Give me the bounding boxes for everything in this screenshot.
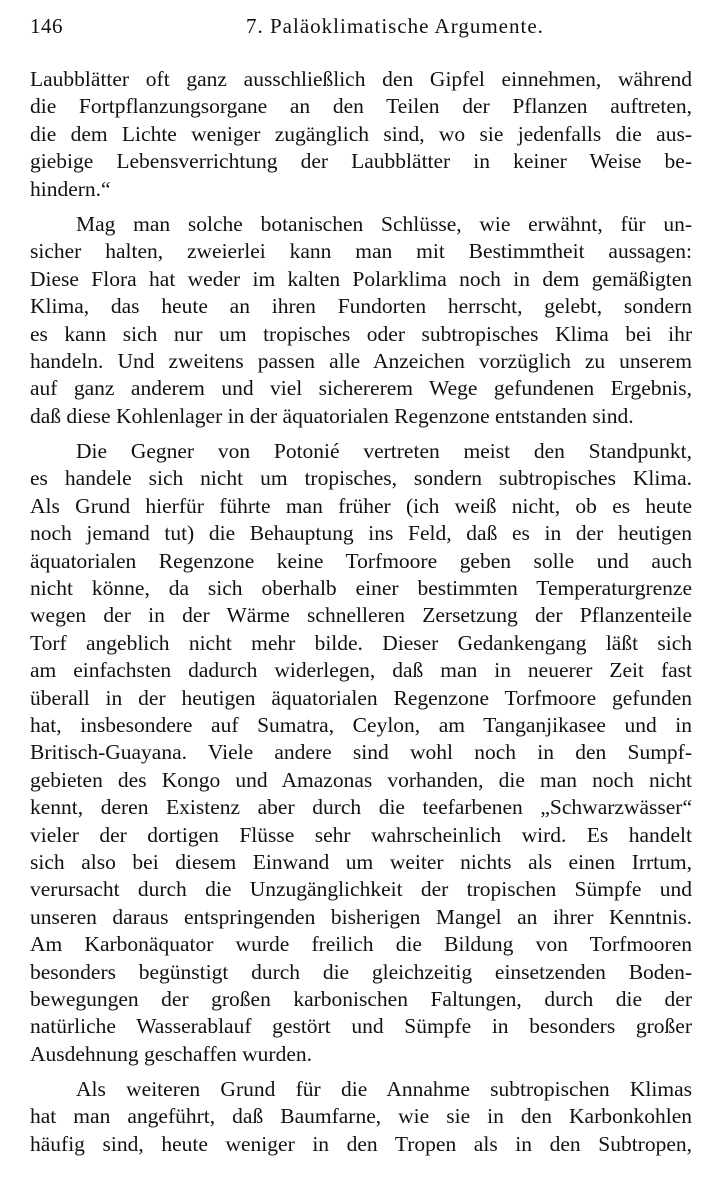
text-line: vieler der dortigen Flüsse sehr wahrscheinlich wird. Es handelt <box>30 822 692 847</box>
text-line: Ausdehnung geschaffen wurden. <box>30 1041 313 1066</box>
text-line: noch jemand tut) die Behauptung ins Feld, daß es in der heutigen <box>30 521 692 546</box>
text-line: daß diese Kohlenlager in der äquatorialen Regenzone entstanden sind. <box>30 403 634 428</box>
text-line: besonders begünstigt durch die gleichzeitig einsetzenden Boden- <box>30 959 692 984</box>
text-line: Als weiteren Grund für die Annahme subtropischen Klimas <box>76 1077 692 1102</box>
text-line: überall in der heutigen äquatorialen Regenzone Torfmoore gefunden <box>30 685 692 710</box>
text-line: giebige Lebensverrichtung der Laubblätter in keiner Weise be- <box>30 149 692 174</box>
text-line: hindern.“ <box>30 176 111 201</box>
text-line: Mag man solche botanischen Schlüsse, wie erwähnt, für un- <box>76 211 692 236</box>
text-line: äquatorialen Regenzone keine Torfmoore geben solle und auch <box>30 548 692 573</box>
text-line: handeln. Und zweitens passen alle Anzeichen vorzüglich zu unserem <box>30 348 692 373</box>
text-line: kennt, deren Existenz aber durch die teefarbenen „Schwarzwässer“ <box>30 795 692 820</box>
text-line: die dem Lichte weniger zugänglich sind, wo sie jedenfalls die aus- <box>30 121 692 146</box>
paragraph-gap <box>30 1068 692 1076</box>
text-line: sicher halten, zweierlei kann man mit Bestimmtheit aussagen: <box>30 239 692 264</box>
text-line: wegen der in der Wärme schnelleren Zersetzung der Pflanzenteile <box>30 603 692 628</box>
text-line: gebieten des Kongo und Amazonas vorhanden, die man noch nicht <box>30 767 692 792</box>
paragraph <box>30 438 692 1068</box>
text-line: verursacht durch die Unzugänglichkeit der tropischen Sümpfe und <box>30 877 692 902</box>
paragraph <box>30 66 692 203</box>
text-line: Die Gegner von Potonié vertreten meist den Standpunkt, <box>76 439 692 464</box>
text-line: die Fortpflanzungsorgane an den Teilen der Pflanzen auftreten, <box>30 94 692 119</box>
paragraph <box>30 1076 692 1158</box>
paragraph <box>30 211 692 430</box>
text-line: Diese Flora hat weder im kalten Polarklima noch in dem gemäßigten <box>30 266 692 291</box>
running-title: 7. Paläoklimatische Argumente. <box>246 14 544 38</box>
text-line: am einfachsten dadurch widerlegen, daß man in neuerer Zeit fast <box>30 658 692 683</box>
text-line: auf ganz anderem und viel sichererem Wege gefundenen Ergebnis, <box>30 376 692 401</box>
text-line: Klima, das heute an ihren Fundorten herrscht, gelebt, sondern <box>30 294 692 319</box>
text-line: nicht könne, da sich oberhalb einer bestimmten Temperaturgrenze <box>30 576 692 601</box>
text-line: hat man angeführt, daß Baumfarne, wie sie in den Karbonkohlen <box>30 1104 692 1129</box>
text-line: sich also bei diesem Einwand um weiter nichts als einen Irrtum, <box>30 849 692 874</box>
text-line: hat, insbesondere auf Sumatra, Ceylon, am Tanganjikasee und in <box>30 712 692 737</box>
text-line: Laubblätter oft ganz ausschließlich den Gipfel einnehmen, während <box>30 67 692 91</box>
text-line: Torf angeblich nicht mehr bilde. Dieser Gedankengang läßt sich <box>30 630 692 655</box>
text-line: Britisch-Guayana. Viele andere sind wohl noch in den Sumpf- <box>30 740 692 765</box>
text-line: unseren daraus entspringenden bisherigen Mangel an ihrer Kenntnis. <box>30 904 692 929</box>
text-line: Am Karbonäquator wurde freilich die Bildung von Torfmooren <box>30 932 692 957</box>
paragraph-gap <box>30 430 692 438</box>
page-number: 146 <box>30 14 63 38</box>
body-text <box>30 66 692 1158</box>
paragraph-gap <box>30 203 692 211</box>
text-line: Als Grund hierfür führte man früher (ich weiß nicht, ob es heute <box>30 493 692 518</box>
text-line: es kann sich nur um tropisches oder subtropisches Klima bei ihr <box>30 321 692 346</box>
page-header <box>30 14 692 48</box>
text-line: häufig sind, heute weniger in den Tropen als in den Subtropen, <box>30 1131 692 1156</box>
text-line: bewegungen der großen karbonischen Faltungen, durch die der <box>30 986 692 1011</box>
text-line: natürliche Wasserablauf gestört und Sümpfe in besonders großer <box>30 1014 692 1039</box>
text-line: es handele sich nicht um tropisches, sondern subtropisches Klima. <box>30 466 692 491</box>
